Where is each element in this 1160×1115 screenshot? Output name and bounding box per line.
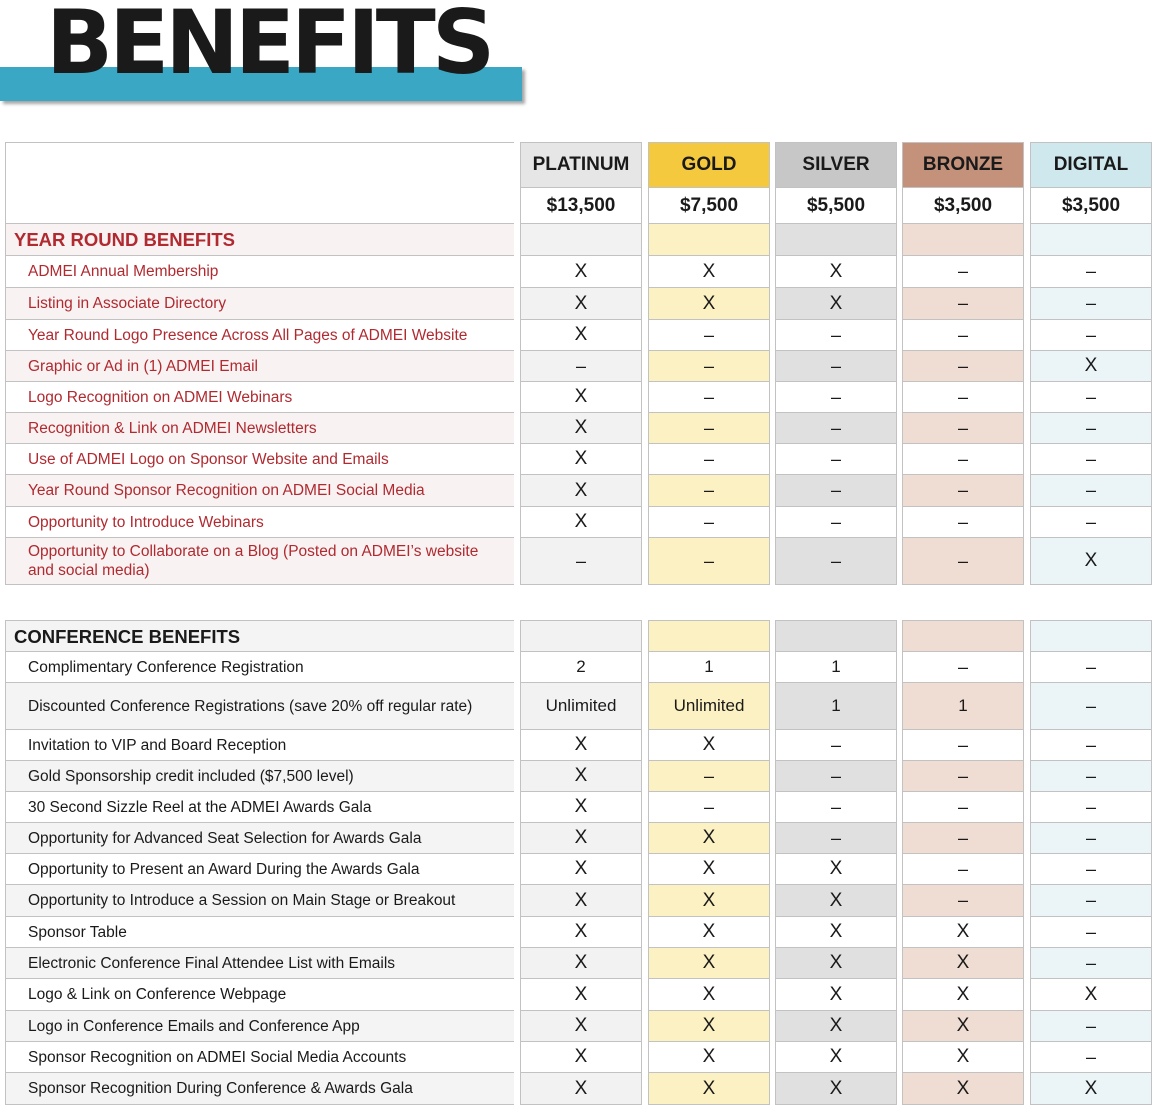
value-cell: 2 <box>520 652 642 683</box>
value-cell: 1 <box>775 683 897 730</box>
tier-price-bronze: $3,500 <box>902 188 1024 224</box>
not-included-mark: – <box>902 320 1024 351</box>
included-mark: X <box>648 885 770 917</box>
not-included-mark: – <box>902 382 1024 413</box>
included-mark: X <box>902 1042 1024 1073</box>
not-included-mark: – <box>902 351 1024 382</box>
not-included-mark: – <box>1030 823 1152 854</box>
not-included-mark: – <box>1030 917 1152 948</box>
value-cell: 1 <box>648 652 770 683</box>
benefit-row-label: Logo Recognition on ADMEI Webinars <box>5 382 514 413</box>
not-included-mark: – <box>902 288 1024 320</box>
not-included-mark: – <box>648 382 770 413</box>
section-heading-cell <box>648 620 770 652</box>
section-heading-cell <box>902 224 1024 256</box>
not-included-mark: – <box>902 761 1024 792</box>
included-mark: X <box>520 256 642 288</box>
included-mark: X <box>520 413 642 444</box>
not-included-mark: – <box>520 538 642 585</box>
included-mark: X <box>648 1011 770 1042</box>
benefit-row-label: Complimentary Conference Registration <box>5 652 514 683</box>
included-mark: X <box>775 979 897 1011</box>
included-mark: X <box>648 256 770 288</box>
benefit-row-label: ADMEI Annual Membership <box>5 256 514 288</box>
value-cell: Unlimited <box>648 683 770 730</box>
included-mark: X <box>520 1011 642 1042</box>
included-mark: X <box>775 854 897 885</box>
included-mark: X <box>520 979 642 1011</box>
benefit-row-label: Opportunity to Introduce Webinars <box>5 507 514 538</box>
not-included-mark: – <box>1030 792 1152 823</box>
tier-name-platinum: PLATINUM <box>520 142 642 188</box>
not-included-mark: – <box>1030 730 1152 761</box>
not-included-mark: – <box>902 413 1024 444</box>
not-included-mark: – <box>902 538 1024 585</box>
included-mark: X <box>648 1073 770 1105</box>
included-mark: X <box>648 948 770 979</box>
header-corner <box>5 142 514 224</box>
included-mark: X <box>648 730 770 761</box>
included-mark: X <box>775 948 897 979</box>
benefit-row-label: Opportunity for Advanced Seat Selection for Awards Gala <box>5 823 514 854</box>
included-mark: X <box>775 917 897 948</box>
not-included-mark: – <box>902 885 1024 917</box>
not-included-mark: – <box>902 854 1024 885</box>
not-included-mark: – <box>902 792 1024 823</box>
benefit-row-label: Opportunity to Collaborate on a Blog (Posted on ADMEI’s website and social media) <box>5 538 514 585</box>
included-mark: X <box>520 320 642 351</box>
benefit-row-label: Logo & Link on Conference Webpage <box>5 979 514 1011</box>
section-heading-cell <box>520 620 642 652</box>
benefit-row-label: Year Round Logo Presence Across All Pages of ADMEI Website <box>5 320 514 351</box>
not-included-mark: – <box>648 507 770 538</box>
benefit-row-label: Sponsor Recognition During Conference & Awards Gala <box>5 1073 514 1105</box>
not-included-mark: – <box>1030 885 1152 917</box>
not-included-mark: – <box>775 823 897 854</box>
value-cell: 1 <box>775 652 897 683</box>
not-included-mark: – <box>775 507 897 538</box>
section-heading-cell <box>648 224 770 256</box>
included-mark: X <box>648 917 770 948</box>
included-mark: X <box>520 475 642 507</box>
benefit-row-label: Sponsor Recognition on ADMEI Social Media Accounts <box>5 1042 514 1073</box>
tier-price-gold: $7,500 <box>648 188 770 224</box>
benefit-row-label: Invitation to VIP and Board Reception <box>5 730 514 761</box>
not-included-mark: – <box>1030 948 1152 979</box>
value-cell: 1 <box>902 683 1024 730</box>
included-mark: X <box>648 288 770 320</box>
not-included-mark: – <box>775 538 897 585</box>
not-included-mark: – <box>648 538 770 585</box>
included-mark: X <box>1030 1073 1152 1105</box>
included-mark: X <box>902 948 1024 979</box>
included-mark: X <box>520 854 642 885</box>
benefit-row-label: Logo in Conference Emails and Conference App <box>5 1011 514 1042</box>
not-included-mark: – <box>1030 413 1152 444</box>
not-included-mark: – <box>775 413 897 444</box>
not-included-mark: – <box>648 413 770 444</box>
not-included-mark: – <box>1030 1011 1152 1042</box>
included-mark: X <box>520 730 642 761</box>
included-mark: X <box>520 382 642 413</box>
not-included-mark: – <box>902 444 1024 475</box>
not-included-mark: – <box>775 475 897 507</box>
benefit-row-label: Use of ADMEI Logo on Sponsor Website and Emails <box>5 444 514 475</box>
benefit-row-label: 30 Second Sizzle Reel at the ADMEI Awards Gala <box>5 792 514 823</box>
benefit-row-label: Gold Sponsorship credit included ($7,500 level) <box>5 761 514 792</box>
not-included-mark: – <box>1030 256 1152 288</box>
benefit-row-label: Electronic Conference Final Attendee List with Emails <box>5 948 514 979</box>
not-included-mark: – <box>775 792 897 823</box>
section-heading: CONFERENCE BENEFITS <box>5 620 514 652</box>
included-mark: X <box>520 792 642 823</box>
not-included-mark: – <box>1030 507 1152 538</box>
tier-price-silver: $5,500 <box>775 188 897 224</box>
section-heading-cell <box>1030 620 1152 652</box>
included-mark: X <box>775 256 897 288</box>
included-mark: X <box>520 507 642 538</box>
not-included-mark: – <box>1030 320 1152 351</box>
benefit-row-label: Opportunity to Present an Award During the Awards Gala <box>5 854 514 885</box>
included-mark: X <box>648 823 770 854</box>
included-mark: X <box>902 1011 1024 1042</box>
included-mark: X <box>520 885 642 917</box>
included-mark: X <box>902 979 1024 1011</box>
tier-price-platinum: $13,500 <box>520 188 642 224</box>
not-included-mark: – <box>775 444 897 475</box>
tier-name-silver: SILVER <box>775 142 897 188</box>
tier-name-gold: GOLD <box>648 142 770 188</box>
included-mark: X <box>648 1042 770 1073</box>
benefit-row-label: Recognition & Link on ADMEI Newsletters <box>5 413 514 444</box>
section-heading: YEAR ROUND BENEFITS <box>5 224 514 256</box>
benefit-row-label: Sponsor Table <box>5 917 514 948</box>
included-mark: X <box>902 917 1024 948</box>
not-included-mark: – <box>648 351 770 382</box>
benefit-row-label: Discounted Conference Registrations (save 20% off regular rate) <box>5 683 514 730</box>
tier-name-digital: DIGITAL <box>1030 142 1152 188</box>
benefit-row-label: Graphic or Ad in (1) ADMEI Email <box>5 351 514 382</box>
included-mark: X <box>520 917 642 948</box>
not-included-mark: – <box>1030 444 1152 475</box>
not-included-mark: – <box>775 761 897 792</box>
section-heading-cell <box>520 224 642 256</box>
not-included-mark: – <box>1030 1042 1152 1073</box>
not-included-mark: – <box>648 475 770 507</box>
not-included-mark: – <box>1030 761 1152 792</box>
not-included-mark: – <box>902 652 1024 683</box>
not-included-mark: – <box>648 320 770 351</box>
not-included-mark: – <box>1030 652 1152 683</box>
section-heading-cell <box>1030 224 1152 256</box>
included-mark: X <box>520 288 642 320</box>
included-mark: X <box>1030 351 1152 382</box>
included-mark: X <box>520 444 642 475</box>
not-included-mark: – <box>1030 854 1152 885</box>
not-included-mark: – <box>902 256 1024 288</box>
section-heading-cell <box>775 224 897 256</box>
included-mark: X <box>648 854 770 885</box>
not-included-mark: – <box>1030 382 1152 413</box>
benefit-row-label: Year Round Sponsor Recognition on ADMEI Social Media <box>5 475 514 507</box>
not-included-mark: – <box>775 382 897 413</box>
not-included-mark: – <box>520 351 642 382</box>
page-title: BENEFITS <box>46 0 492 94</box>
not-included-mark: – <box>902 730 1024 761</box>
benefit-row-label: Opportunity to Introduce a Session on Main Stage or Breakout <box>5 885 514 917</box>
not-included-mark: – <box>902 475 1024 507</box>
not-included-mark: – <box>648 792 770 823</box>
included-mark: X <box>1030 979 1152 1011</box>
included-mark: X <box>775 1011 897 1042</box>
not-included-mark: – <box>648 444 770 475</box>
included-mark: X <box>520 948 642 979</box>
included-mark: X <box>775 885 897 917</box>
included-mark: X <box>520 1073 642 1105</box>
not-included-mark: – <box>1030 475 1152 507</box>
included-mark: X <box>775 288 897 320</box>
included-mark: X <box>520 1042 642 1073</box>
not-included-mark: – <box>775 320 897 351</box>
tier-price-digital: $3,500 <box>1030 188 1152 224</box>
section-heading-cell <box>902 620 1024 652</box>
benefit-row-label: Listing in Associate Directory <box>5 288 514 320</box>
section-heading-cell <box>775 620 897 652</box>
not-included-mark: – <box>1030 683 1152 730</box>
included-mark: X <box>1030 538 1152 585</box>
included-mark: X <box>902 1073 1024 1105</box>
not-included-mark: – <box>775 351 897 382</box>
included-mark: X <box>520 761 642 792</box>
included-mark: X <box>648 979 770 1011</box>
included-mark: X <box>520 823 642 854</box>
not-included-mark: – <box>648 761 770 792</box>
not-included-mark: – <box>1030 288 1152 320</box>
not-included-mark: – <box>902 823 1024 854</box>
value-cell: Unlimited <box>520 683 642 730</box>
not-included-mark: – <box>775 730 897 761</box>
tier-name-bronze: BRONZE <box>902 142 1024 188</box>
included-mark: X <box>775 1042 897 1073</box>
included-mark: X <box>775 1073 897 1105</box>
not-included-mark: – <box>902 507 1024 538</box>
